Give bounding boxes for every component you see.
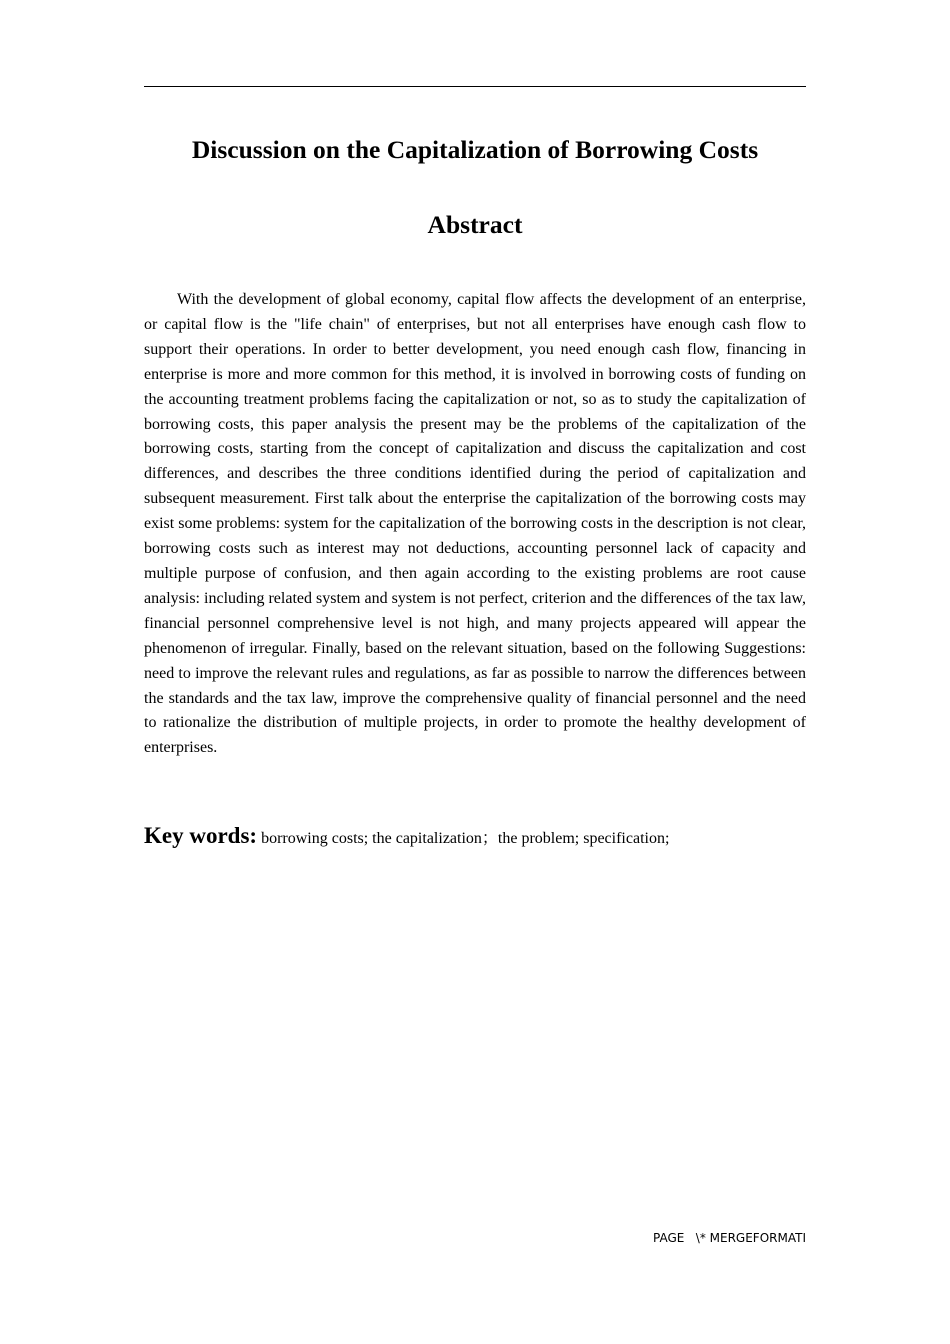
footer-page-field: PAGE \* MERGEFORMATI: [653, 1231, 806, 1245]
abstract-paragraph: With the development of global economy, capital flow affects the development of an enterprise, or capital flow is the "life chain" of enterprises, but not all enterprises have enough cash flow to support their operations. In order to better development, you need enough cash flow, financing in enterprise is more and more common for this method, it is involved in borrowing costs of funding on the accounting treatment problems facing the capitalization or not, so as to study the capitalization of borrowing costs, this paper analysis the present may be the problems of the capitalization of the borrowing costs, starting from the concept of capitalization and discuss the capitalization and cost differences, and describes the three conditions identified during the period of capitalization and subsequent measurement. First talk about the enterprise the capitalization of the borrowing costs may exist some problems: system for the capitalization of the borrowing costs in the description is not clear, borrowing costs such as interest may not deductions, accounting personnel lack of capacity and multiple purpose of confusion, and then again according to the existing problems are root cause analysis: including related system and system is not perfect, criterion and the differences of the tax law, financial personnel comprehensive level is not high, and many projects appeared will appear the phenomenon of irregular. Finally, based on the relevant situation, based on the following Suggestions: need to improve the relevant rules and regulations, as far as possible to narrow the differences between the standards and the tax law, improve the comprehensive quality of financial personnel and the need to rationalize the distribution of multiple projects, in order to promote the healthy development of enterprises.: [144, 291, 806, 757]
keywords-text: borrowing costs; the capitalization；the problem; specification;: [257, 830, 670, 847]
document-title: Discussion on the Capitalization of Borrowing Costs: [191, 135, 759, 164]
keywords-label: Key words:: [144, 823, 258, 848]
header-rule: [144, 86, 806, 87]
keywords-line: [144, 820, 806, 855]
abstract-heading: Abstract: [427, 210, 523, 239]
